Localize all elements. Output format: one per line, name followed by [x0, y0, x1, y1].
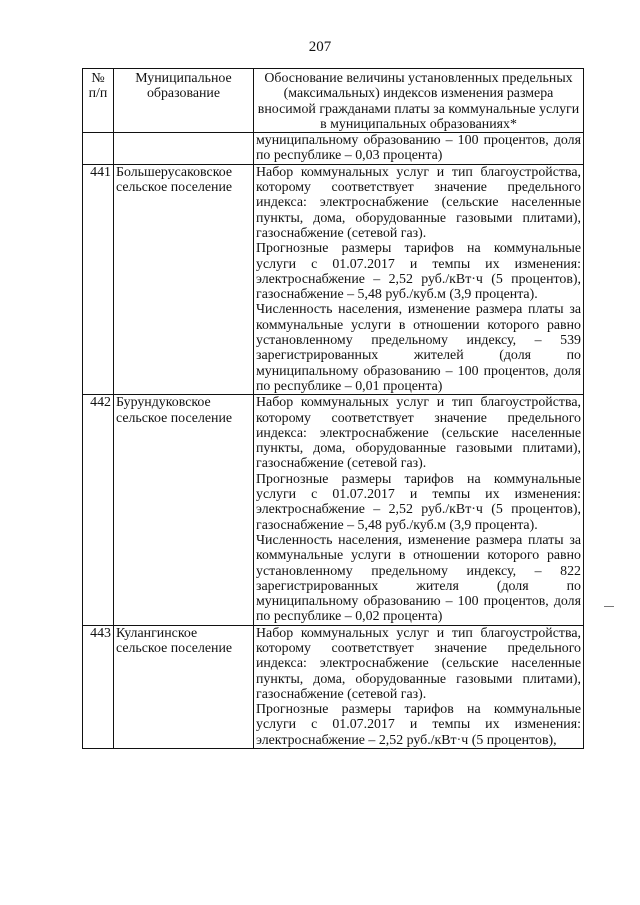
- continuation-num-cell: [83, 133, 114, 165]
- header-municipality: Муниципальное образование: [114, 69, 254, 133]
- table-row-continuation: [83, 133, 584, 165]
- paragraph-tariffs: Прогнозные размеры тарифов на коммунальные услуги с 01.07.2017 и темпы их изменения: электроснабжение – 2,52 руб./кВт·ч (5 процентов), газоснабжение – 5,48 руб./куб.м (3,9 процента).: [256, 241, 581, 303]
- paragraph-services: Набор коммунальных услуг и тип благоустройства, которому соответствует значение предельного индекса: электроснабжение (сельские населенные пункты, дома, оборудованные газовыми плитами), газоснабжение (сетевой газ).: [256, 164, 581, 241]
- margin-mark: [604, 606, 614, 607]
- tariff-index-table: [82, 68, 584, 749]
- page-number: 207: [308, 39, 332, 55]
- row-justification: [254, 395, 584, 625]
- row-municipality: Кулангинское сельское поселение: [114, 625, 254, 748]
- continuation-municipality-cell: [114, 133, 254, 165]
- row-justification: [254, 164, 584, 394]
- paragraph-tariffs: Прогнозные размеры тарифов на коммунальные услуги с 01.07.2017 и темпы их изменения: электроснабжение – 2,52 руб./кВт·ч (5 процентов),: [256, 702, 581, 748]
- paragraph-population: Численность населения, изменение размера платы за коммунальные услуги в отношении которого равно установленному предельному индексу, – 539 зарегистрированных жителей (доля по муниципальному образованию – 100 процентов, доля по республике – 0,01 процента): [256, 302, 581, 394]
- row-num: 441: [83, 164, 114, 394]
- continuation-paragraph: муниципальному образованию – 100 процентов, доля по республике – 0,03 процента): [256, 133, 581, 164]
- paragraph-services: Набор коммунальных услуг и тип благоустройства, которому соответствует значение предельного индекса: электроснабжение (сельские населенные пункты, дома, оборудованные газовыми плитами), газоснабжение (сетевой газ).: [256, 395, 581, 472]
- header-justification: Обоснование величины установленных предельных (максимальных) индексов изменения размера вносимой гражданами платы за коммунальные услуги в муниципальных образованиях*: [254, 69, 584, 133]
- header-num: № п/п: [83, 69, 114, 133]
- table-header-row: [83, 69, 584, 133]
- row-municipality: Большерусаковское сельское поселение: [114, 164, 254, 394]
- paragraph-tariffs: Прогнозные размеры тарифов на коммунальные услуги с 01.07.2017 и темпы их изменения: электроснабжение – 2,52 руб./кВт·ч (5 процентов), газоснабжение – 5,48 руб./куб.м (3,9 процента).: [256, 471, 581, 533]
- table-row: [83, 395, 584, 625]
- row-justification: [254, 625, 584, 748]
- continuation-text: [254, 133, 584, 165]
- row-num: 443: [83, 625, 114, 748]
- row-num: 442: [83, 395, 114, 625]
- table-row: [83, 164, 584, 394]
- paragraph-services: Набор коммунальных услуг и тип благоустройства, которому соответствует значение предельного индекса: электроснабжение (сельские населенные пункты, дома, оборудованные газовыми плитами), газоснабжение (сетевой газ).: [256, 625, 581, 702]
- table-row: [83, 625, 584, 748]
- row-municipality: Бурундуковское сельское поселение: [114, 395, 254, 625]
- paragraph-population: Численность населения, изменение размера платы за коммунальные услуги в отношении которого равно установленному предельному индексу, – 822 зарегистрированных жителя (доля по муниципальному образованию – 100 процентов, доля по республике – 0,02 процента): [256, 532, 581, 625]
